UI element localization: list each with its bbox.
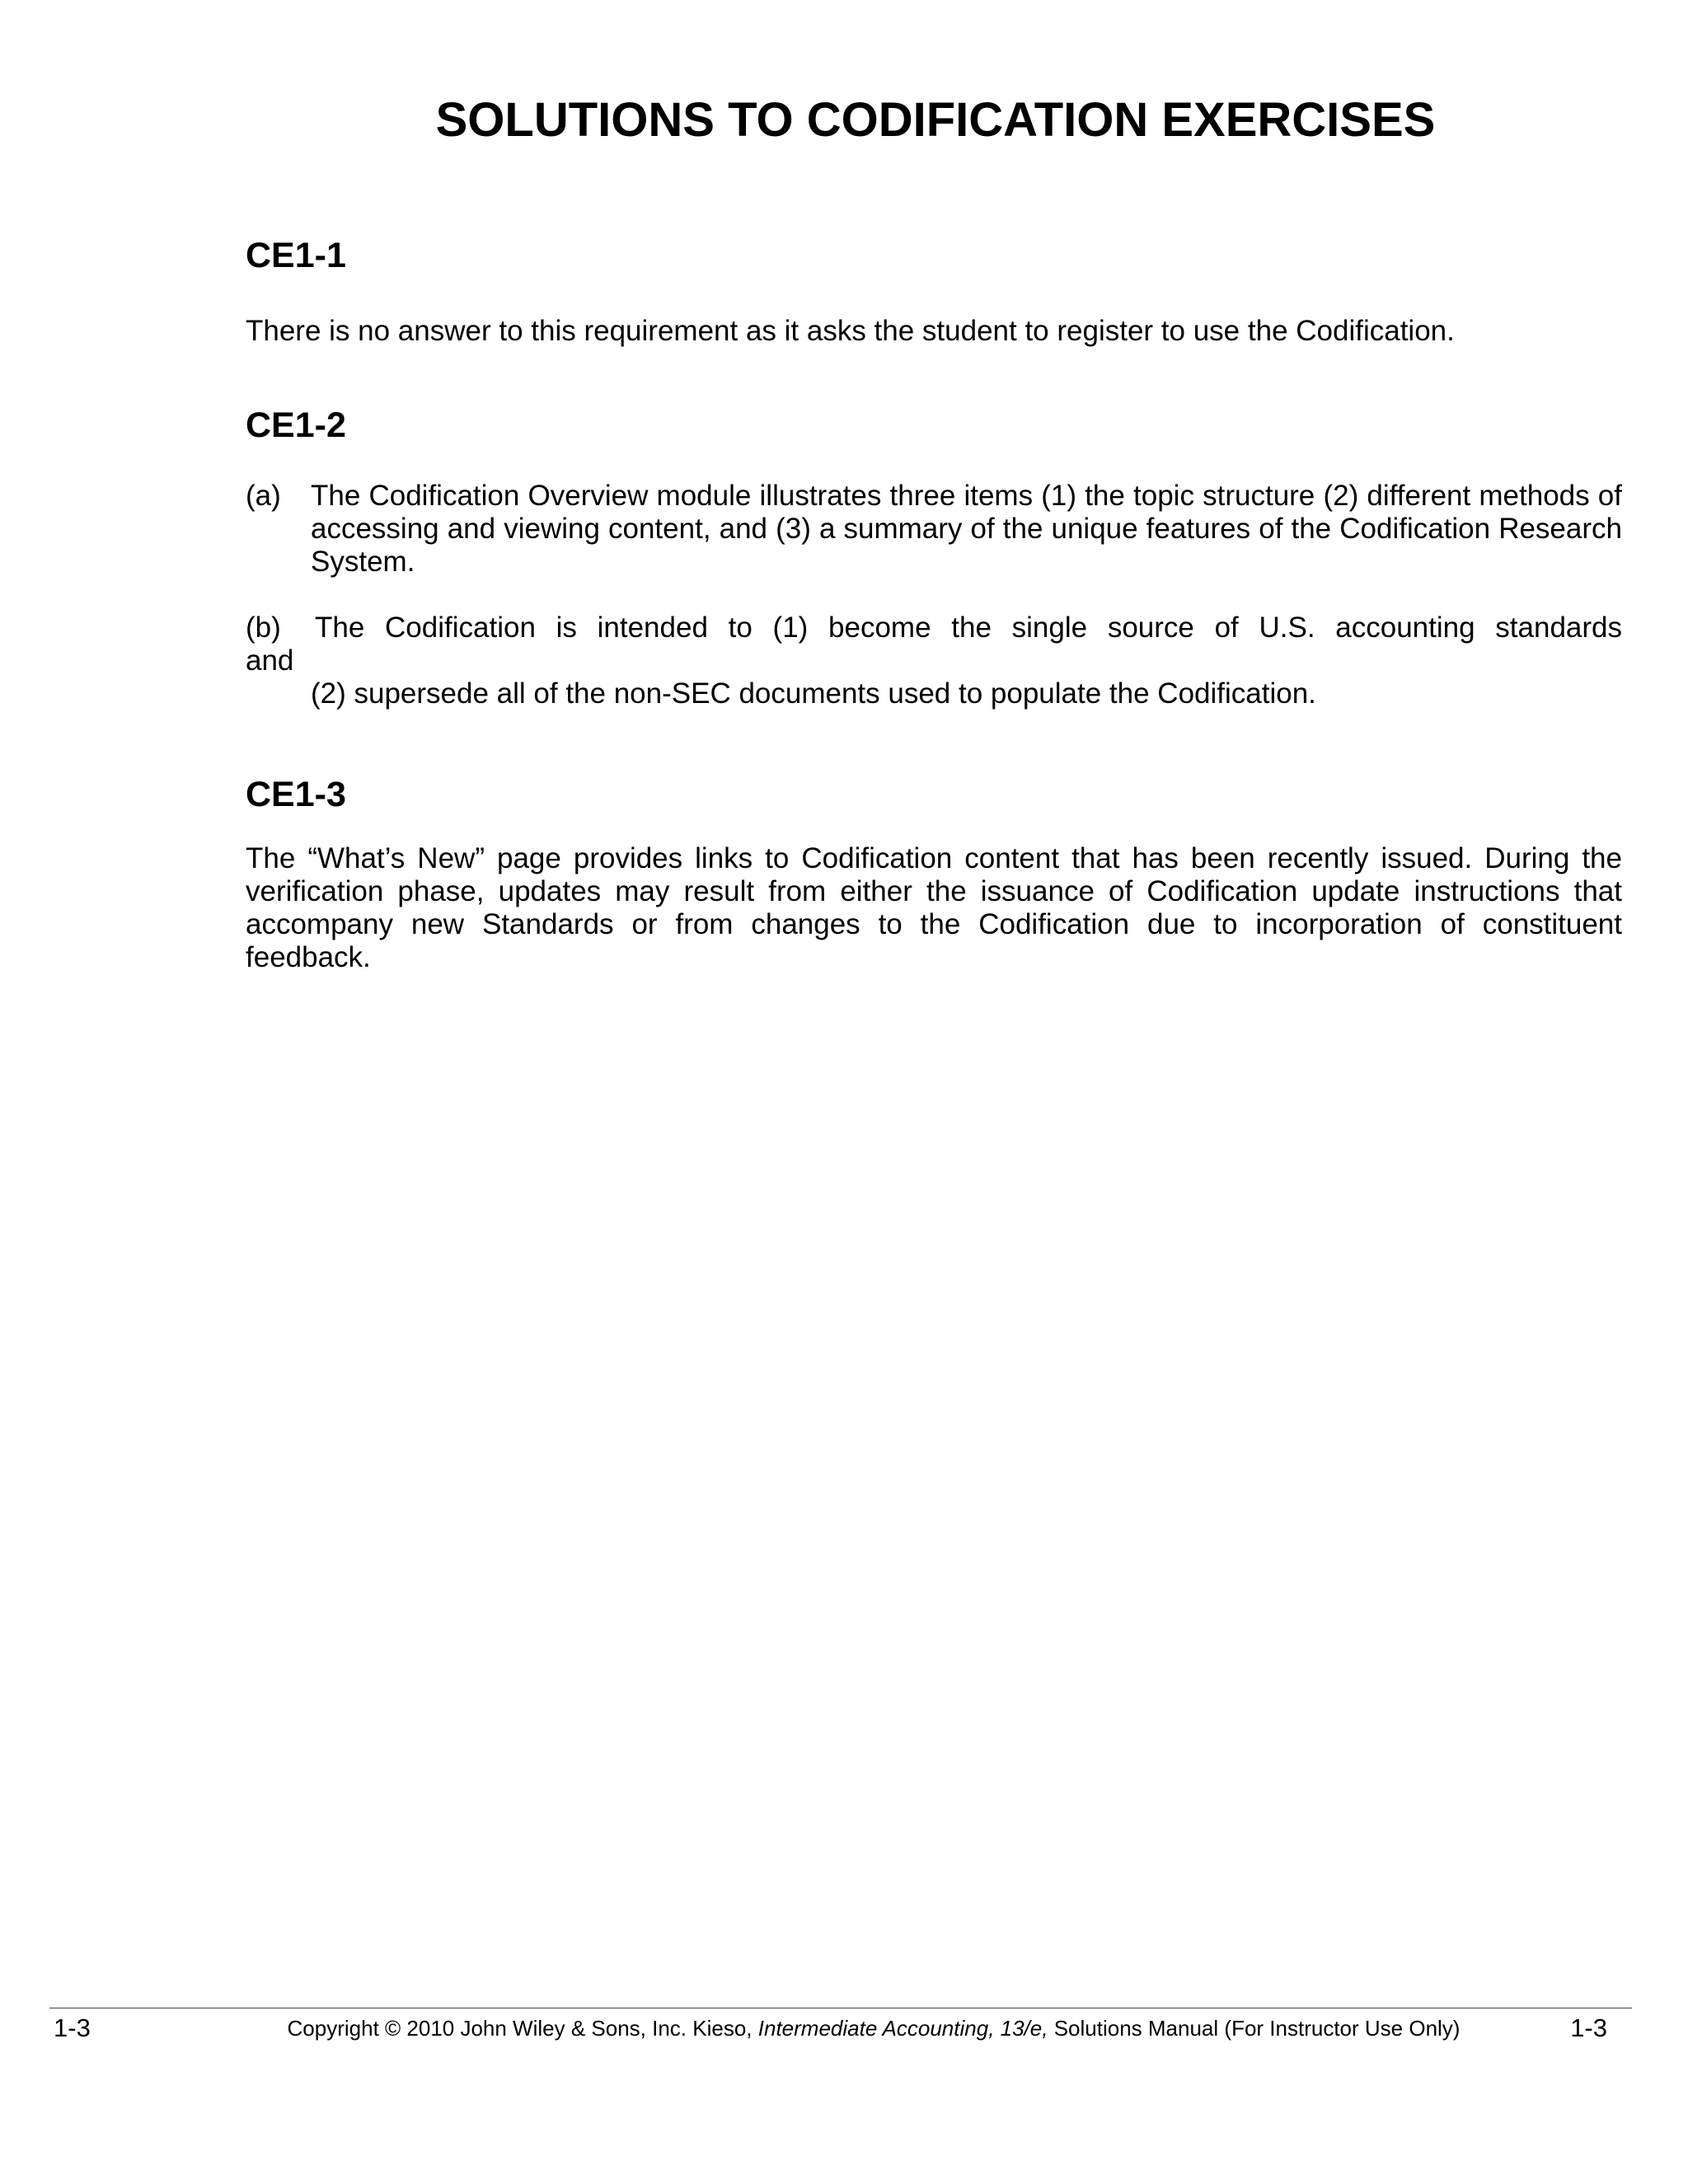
footer-page-number-left: 1-3: [54, 2013, 91, 2042]
footer-copyright-book: Intermediate Accounting, 13/e,: [757, 2016, 1048, 2041]
section-body-ce1-3: The “What’s New” page provides links to Codification content that has been recently issued. During the verification phase, updates may result from either the issuance of Codification update instructions that accompany new Standards or from changes to the Codification due to incorporation of constituent feedback.: [246, 842, 1622, 973]
list-item-text-continued-indented: (2) supersede all of the non-SEC documents used to populate the Codification.: [311, 677, 1316, 710]
footer-page-number-right: 1-3: [1570, 2013, 1607, 2042]
section-heading-ce1-3: CE1-3: [246, 775, 346, 814]
list-item-b: [246, 612, 1622, 710]
list-item-label: (b): [246, 612, 281, 644]
page-footer: [49, 2013, 1632, 2046]
footer-copyright: [181, 2016, 1566, 2041]
list-item-a: [246, 480, 1622, 579]
footer-copyright-suffix: Solutions Manual: [1053, 2016, 1219, 2041]
section-heading-ce1-2: CE1-2: [246, 405, 346, 445]
list-item-b-first-line: [246, 612, 1622, 644]
footer-copyright-note: (For Instructor Use Only): [1224, 2016, 1461, 2041]
list-item-text: The Codification is intended to (1) become the single source of U.S. accounting standards: [315, 612, 1622, 644]
list-item-label: (a): [246, 480, 281, 512]
footer-copyright-prefix: Copyright © 2010 John Wiley & Sons, Inc.: [287, 2016, 687, 2041]
list-item-text: The Codification Overview module illustrates three items (1) the topic structure (2) different methods of accessing and viewing content, and (3) a summary of the unique features of the Codification Research System.: [311, 480, 1622, 578]
page-title: SOLUTIONS TO CODIFICATION EXERCISES: [435, 93, 1436, 147]
footer-copyright-author: Kieso,: [692, 2016, 753, 2041]
section-body-ce1-1: There is no answer to this requirement as it asks the student to register to use the Codification.: [246, 315, 1455, 347]
list-item-text-continued: and: [246, 644, 294, 677]
section-heading-ce1-1: CE1-1: [246, 236, 346, 275]
